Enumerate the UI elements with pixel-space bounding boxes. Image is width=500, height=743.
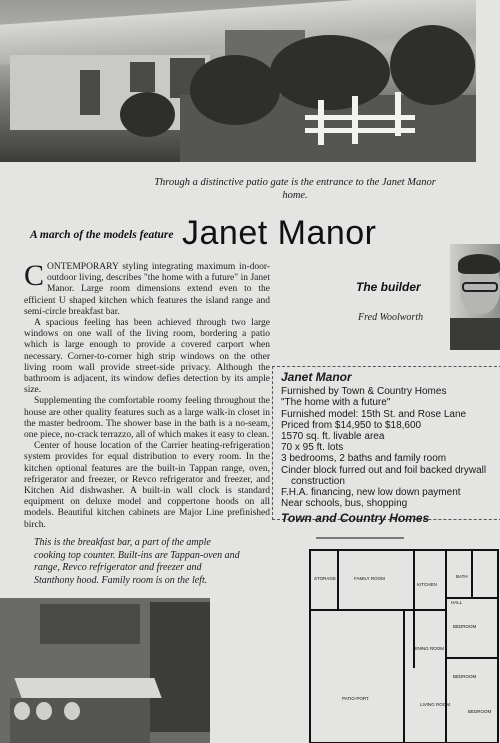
spec-line: "The home with a future" [281,397,391,409]
article-paragraph: Supplementing the comfortable roomy feeling throughout the house are other quality features such as a large walk-in closet in the master bedroom. The shower base in the bath is a no-seam, one piece, no-crack terrazzo, all of which makes it easy to clean. [24,396,270,441]
counter-front [10,698,150,743]
spec-line: F.H.A. financing, new low down payment [281,487,461,499]
plan-label-family-room: FAMILY ROOM [354,576,385,581]
spec-line: Priced from $14,950 to $18,600 [281,419,422,431]
article-paragraph: Center of house location of the Carrier heating-refrigeration system provides for equal distribution to every room. In the kitchen optional features are the built-in Tappan range, oven, refrigerator and freezer, or Revco refrigerator and freezer, and Kitchen Aid dishwasher. A built-in wall clock is standard equipment on deluxe model and coppertone hoods on all models. Beautiful kitchen cabinets are Major Line prefinished birch. [24,441,270,530]
spec-line: 1570 sq. ft. livable area [281,431,385,443]
shrub [190,55,280,125]
shrub [120,92,175,137]
plan-label-patio: PATIO-PORT [342,696,369,701]
builder-heading: The builder [356,280,421,294]
article-body [24,259,270,531]
spec-line: Cinder block furred out and foil backed drywall [281,464,487,476]
article-kicker: A march of the models feature [30,229,174,241]
specs-footer: Town and Country Homes [281,511,430,526]
kitchen-caption: This is the breakfast bar, a part of the ample cooking top counter. Built-ins are Tappan-oven and range, Revco refrigerator and freezer and Stanthony hood. Family room is on the left. [34,537,240,586]
shrub [390,25,475,105]
breakfast-bar-counter [14,678,161,698]
spec-line: Furnished by Town & Country Homes [281,386,447,398]
specs-title: Janet Manor [281,370,352,384]
wall-oven-cabinet [150,602,210,732]
plan-label-bedroom: BEDROOM [453,674,477,679]
specs-box [272,366,500,526]
spec-line: construction [291,475,345,487]
portrait-suit [450,318,500,350]
spec-line: Furnished model: 15th St. and Rose Lane [281,408,467,420]
fence-post [318,100,324,145]
photo-caption: Through a distinctive patio gate is the entrance to the Janet Manor home. [154,177,436,201]
plan-label-hall: HALL [451,600,463,605]
house-window [80,70,100,115]
spec-line: 70 x 95 ft. lots [281,442,344,454]
plan-label-storage: STORAGE [314,576,336,581]
plan-label-bedroom: BEDROOM [453,624,477,629]
spec-line: Near schools, bus, shopping [281,498,408,510]
plan-label-dining-room: DINING ROOM [413,646,444,651]
drop-cap: C [24,259,45,292]
article-paragraph: CONTEMPORARY styling integrating maximum in-door-outdoor living, describes "the home with a future" in Janet Manor. Large room dimensions extend even to the efficient U shaped kitchen which features the island range and semi-circle breakfast bar. [24,259,270,317]
builder-name: Fred Woolworth [358,312,424,323]
kitchen-photo [0,598,210,743]
floor-plan [296,528,500,743]
plan-label-kitchen: KITCHEN [417,582,437,587]
builder-portrait [450,244,500,350]
plan-label-living-room: LIVING ROOM [420,702,451,707]
article-paragraph: A spacious feeling has been achieved through two large windows on one wall of the living room, bordering a patio which is large enough to provide a covered carport when necessary. Corner-to-corner high strip windows on the other living room wall provide street-side privacy. Although the bathroom is adjacent, its window defies detection by its ample size. [24,318,270,396]
plan-label-bedroom: BEDROOM [468,709,492,714]
portrait-glasses [462,282,498,292]
bar-stool [14,702,30,720]
bar-stool [64,702,80,720]
plan-label-bath: BATH [456,574,468,579]
bar-stool [36,702,52,720]
portrait-hair [458,254,500,274]
fence-post [395,92,401,136]
shrub [270,35,390,110]
fence-post [352,96,358,144]
house-window [130,62,155,92]
spec-line: 3 bedrooms, 2 baths and family room [281,453,447,465]
upper-cabinets [40,604,140,644]
article-title: Janet Manor [182,214,377,252]
house-exterior-photo [0,0,476,162]
